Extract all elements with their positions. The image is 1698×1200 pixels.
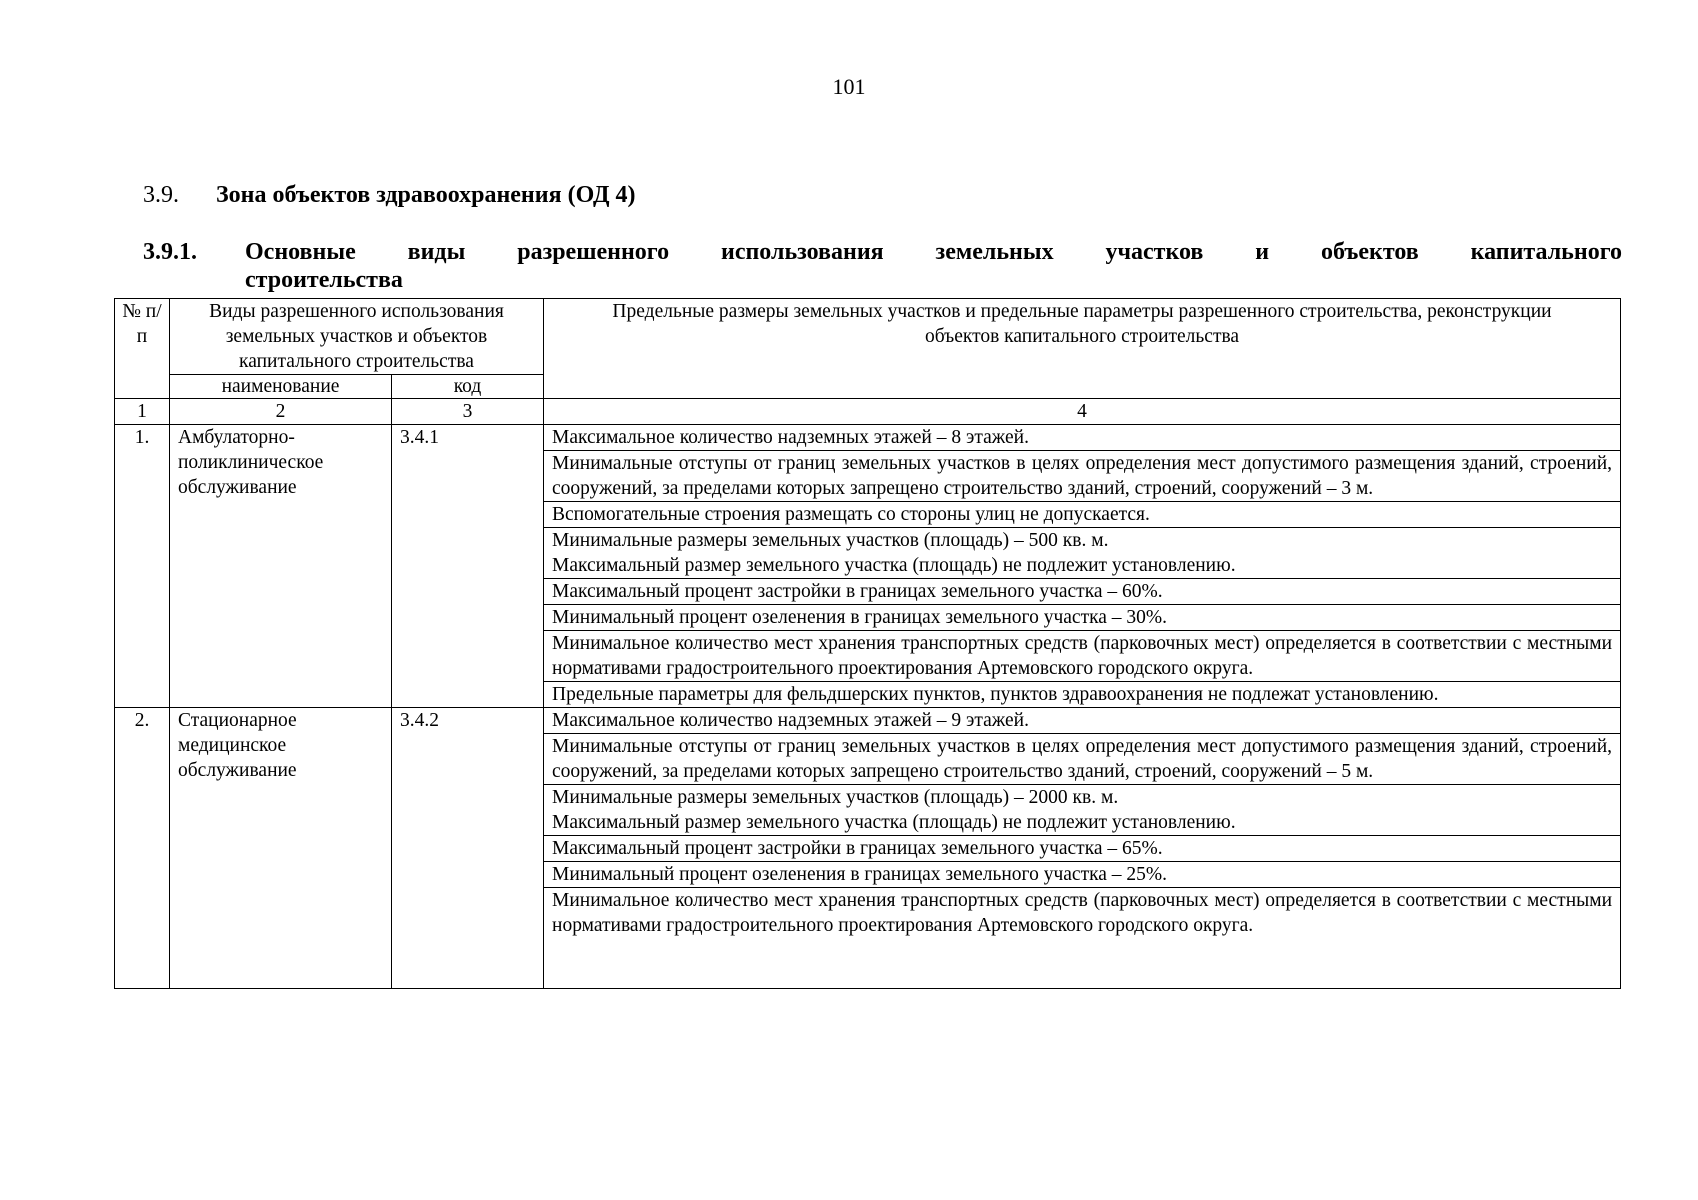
column-numbers-row bbox=[115, 399, 1621, 425]
header-name-col: наименование bbox=[170, 375, 392, 399]
header-params-col: Предельные размеры земельных участков и предельные параметры разрешенного строительства, реконструкции объектов капитального строительства bbox=[544, 299, 1621, 399]
parameter-cell: Минимальный процент озеленения в границах земельного участка – 25%. bbox=[544, 862, 1621, 888]
parameter-cell: Максимальное количество надземных этажей – 9 этажей. bbox=[544, 708, 1621, 734]
use-kind-name: Стационарное медицинское обслуживание bbox=[170, 708, 392, 989]
column-number: 4 bbox=[544, 399, 1621, 425]
subsection-title-line1: Основные виды разрешенного использования земельных участков и объектов капитального bbox=[245, 239, 1622, 265]
parameter-cell: Минимальные размеры земельных участков (площадь) – 2000 кв. м. Максимальный размер земельного участка (площадь) не подлежит установлению. bbox=[544, 785, 1621, 836]
row-number: 1. bbox=[115, 425, 170, 708]
use-kind-code: 3.4.2 bbox=[392, 708, 544, 989]
parameter-cell: Максимальный процент застройки в границах земельного участка – 60%. bbox=[544, 579, 1621, 605]
row-number: 2. bbox=[115, 708, 170, 989]
use-kind-code: 3.4.1 bbox=[392, 425, 544, 708]
parameter-cell: Вспомогательные строения размещать со стороны улиц не допускается. bbox=[544, 502, 1621, 528]
parameter-cell: Минимальное количество мест хранения транспортных средств (парковочных мест) определяется в соответствии с местными нормативами градостроительного проектирования Артемовского городского округа. bbox=[544, 631, 1621, 682]
subsection-title-line2: строительства bbox=[245, 267, 403, 293]
parameter-cell: Максимальный процент застройки в границах земельного участка – 65%. bbox=[544, 836, 1621, 862]
header-num-col: № п/п bbox=[115, 299, 170, 399]
subsection-number: 3.9.1. bbox=[143, 239, 197, 265]
page-number: 101 bbox=[832, 74, 866, 99]
parameter-cell: Минимальный процент озеленения в границах земельного участка – 30%. bbox=[544, 605, 1621, 631]
column-number: 3 bbox=[392, 399, 544, 425]
parameter-cell: Минимальные отступы от границ земельных участков в целях определения мест допустимого размещения зданий, строений, сооружений, за пределами которых запрещено строительство зданий, строений, сооружений – 3 м. bbox=[544, 451, 1621, 502]
parameter-cell: Минимальные размеры земельных участков (площадь) – 500 кв. м. Максимальный размер земельного участка (площадь) не подлежит установлению. bbox=[544, 528, 1621, 579]
table-row bbox=[115, 425, 1621, 451]
parameter-cell: Предельные параметры для фельдшерских пунктов, пунктов здравоохранения не подлежат установлению. bbox=[544, 682, 1621, 708]
parameter-cell: Минимальное количество мест хранения транспортных средств (парковочных мест) определяется в соответствии с местными нормативами градостроительного проектирования Артемовского городского округа. bbox=[544, 888, 1621, 989]
section-number: 3.9. bbox=[143, 182, 179, 208]
use-kind-name: Амбулаторно-поликлиническое обслуживание bbox=[170, 425, 392, 708]
subsection-heading bbox=[143, 238, 1622, 294]
section-title: Зона объектов здравоохранения (ОД 4) bbox=[216, 182, 636, 208]
column-number: 2 bbox=[170, 399, 392, 425]
section-heading bbox=[143, 180, 636, 210]
land-use-table bbox=[114, 298, 1621, 989]
parameter-cell: Минимальные отступы от границ земельных участков в целях определения мест допустимого размещения зданий, строений, сооружений, за пределами которых запрещено строительство зданий, строений, сооружений – 5 м. bbox=[544, 734, 1621, 785]
column-number: 1 bbox=[115, 399, 170, 425]
header-code-col: код bbox=[392, 375, 544, 399]
parameter-cell: Максимальное количество надземных этажей – 8 этажей. bbox=[544, 425, 1621, 451]
table-row bbox=[115, 708, 1621, 734]
header-kinds-group: Виды разрешенного использования земельных участков и объектов капитального строительства bbox=[170, 299, 544, 375]
